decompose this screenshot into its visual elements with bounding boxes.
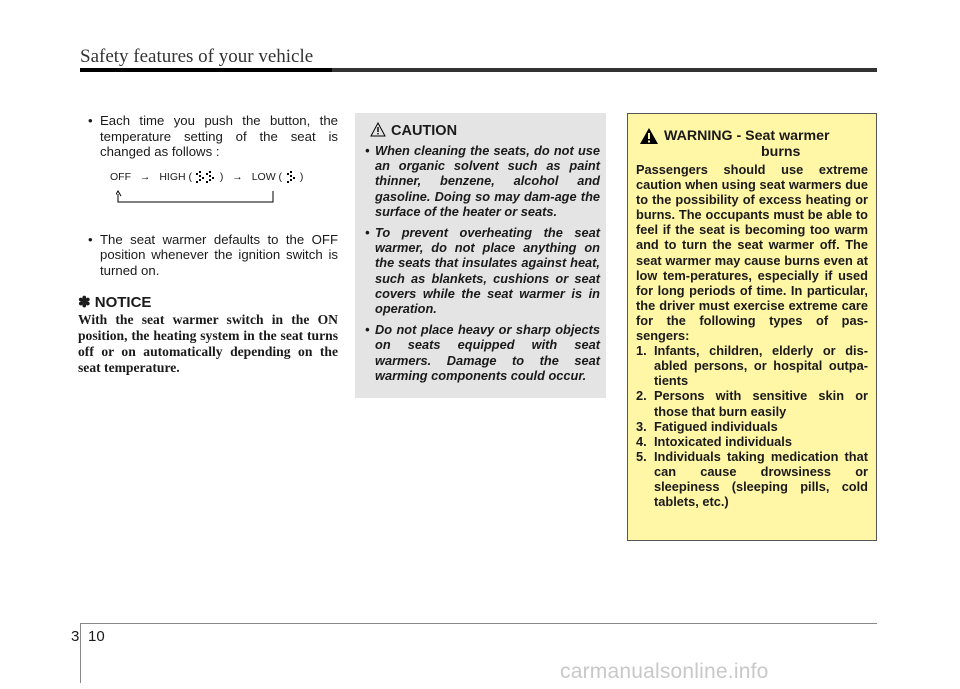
warning-item: 1. Infants, children, elderly or dis-abled persons, or hospital outpa-tients [636,343,868,389]
footer-rule [80,623,877,624]
flow-arrow: → [232,170,243,183]
bullet-item [88,232,338,279]
watermark: carmanualsonline.info [560,660,769,683]
flow-high-close: ) [219,170,224,183]
warning-body [636,162,868,509]
warning-item: 3. Fatigued individuals [636,418,778,434]
caution-item: • To prevent overheating the seat warmer, do not place anything on the seats that insulates against heat, such as blankets, cushions or seat covers while the seat warmer is in operation. [365,225,600,317]
flow-low-label: LOW ( [251,170,283,183]
warning-item: 5. Individuals taking medication that can cause drowsiness or sleepiness (sleeping pills, cold tablets, etc.) [636,448,868,510]
notice-title: NOTICE [94,293,152,311]
flow-high-label: HIGH ( [159,170,193,183]
caution-item: • When cleaning the seats, do not use an organic solvent such as paint thinner, benzene, alcohol and gasoline. Doing so may dam-age the surface of the heater or seats. [365,143,600,219]
warning-item: 2. Persons with sensitive skin or those that burn easily [636,388,868,419]
bullet-text: Each time you push the button, the temperature setting of the seat is changed as follows : [100,113,338,160]
bullet-dot: • [88,231,93,247]
page-number: 10 [88,628,105,645]
bullet-item [88,113,338,160]
flow-arrow: → [139,170,151,183]
bullet-text: The seat warmer defaults to the OFF position whenever the ignition switch is turned on. [100,231,338,278]
warning-item-text: Fatigued individuals [654,418,778,434]
warning-subtitle: burns [761,144,801,160]
temperature-flow-diagram [88,170,338,218]
heat-high-icon [195,170,217,184]
warning-paragraph: Passengers should use extreme caution when using seat warmers due to the possibility of excess heating or burns. The occupants must be able to feel if the seat is becoming too warm and to turn the seat warmer off. The seat warmer may cause burns even at low tem-peratures, especially if used for long periods of time. In particular, the driver must exercise extreme care for the following types of pas-sengers: [636,162,868,344]
flow-low-close: ) [299,170,304,183]
left-column [78,113,338,375]
warning-item-text: Persons with sensitive skin or those that burn easily [654,388,868,419]
caution-item-text: To prevent overheating the seat warmer, do not place anything on the seats that insulates against heat, such as blankets, cushions or seat covers while the seat warmer is in operation. [375,225,600,317]
page-section-number: 3 [71,628,80,645]
caution-list [365,143,600,389]
header-title: Safety features of your vehicle [80,46,314,67]
caution-item-text: Do not place heavy or sharp objects on seats equipped with seat warmers. Damage to the seat warming components could occur. [375,322,600,383]
footer-divider [80,623,81,683]
notice-body: With the seat warmer switch in the ON position, the heating system in the seat turns off or on automatically depending on the seat temperature. [78,312,338,375]
warning-triangle-icon [639,127,659,145]
caution-item-text: When cleaning the seats, do not use an organic solvent such as paint thinner, benzene, alcohol and gasoline. Doing so may dam-age the surface of the heater or seats. [375,143,600,219]
bullet-dot: • [88,113,93,128]
caution-box [355,113,606,398]
flow-off-label: OFF [110,170,131,183]
notice-heading [78,295,338,311]
caution-triangle-icon [370,122,386,137]
warning-item-text: Intoxicated individuals [654,433,792,449]
return-arrow-icon [116,190,276,203]
header-rule [80,68,877,72]
caution-title: CAUTION [391,123,458,139]
warning-list [636,343,868,509]
warning-item-text: Infants, children, elderly or dis-abled persons, or hospital outpa-tients [654,343,868,389]
caution-item: • Do not place heavy or sharp objects on seats equipped with seat warmers. Damage to the seat warming components could occur. [365,322,600,383]
notice-symbol: ✽ [78,293,91,311]
warning-title: WARNING - Seat warmer [664,128,830,144]
heat-low-icon [285,170,297,184]
warning-item: 4. Intoxicated individuals [636,433,792,449]
warning-box [627,113,877,541]
warning-item-text: Individuals taking medication that can cause drowsiness or sleepiness (sleeping pills, cold tablets, etc.) [654,448,868,510]
